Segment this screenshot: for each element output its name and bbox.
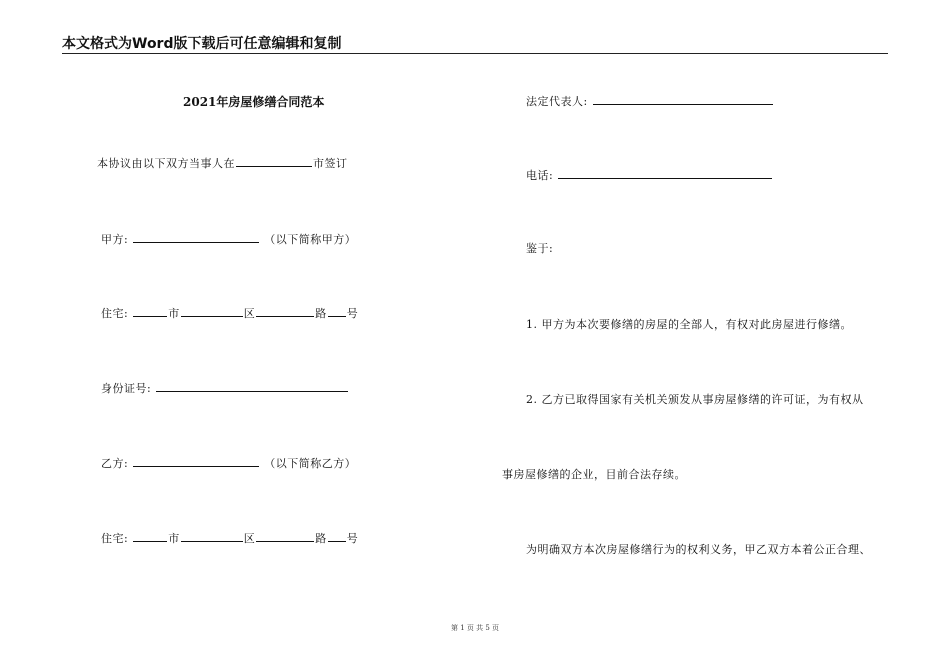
road-label: 路 [315, 532, 327, 545]
purpose-line: 为明确双方本次房屋修缮行为的权利义务，甲乙双方本着公正合理、 [526, 543, 871, 556]
number-label: 号 [346, 307, 359, 320]
residence-district-blank[interactable] [181, 530, 243, 542]
residence-number-blank[interactable] [328, 305, 346, 317]
residence-road-blank[interactable] [256, 530, 314, 542]
legal-rep-label: 法定代表人: [526, 95, 588, 108]
whereas-line: 鉴于: [526, 242, 554, 255]
header-divider [62, 53, 888, 54]
residence-line-b [101, 530, 358, 546]
page-footer: 第 1 页 共 5 页 [450, 624, 500, 632]
legal-rep-blank[interactable] [593, 93, 773, 105]
city-label: 市 [168, 307, 180, 320]
id-number-blank[interactable] [156, 380, 348, 392]
phone-line [526, 167, 773, 183]
residence-number-blank[interactable] [328, 530, 346, 542]
intro-prefix: 本协议由以下双方当事人在 [97, 157, 235, 170]
residence-line-a [101, 305, 358, 321]
id-label: 身份证号: [101, 382, 152, 395]
party-a-blank[interactable] [133, 231, 259, 243]
district-label: 区 [243, 307, 256, 320]
clause-1: 1. 甲方为本次要修缮的房屋的全部人，有权对此房屋进行修缮。 [526, 318, 852, 331]
intro-line [97, 155, 348, 171]
residence-city-blank[interactable] [133, 530, 167, 542]
district-label: 区 [243, 532, 256, 545]
clause-2-line-1: 2. 乙方已取得国家有关机关颁发从事房屋修缮的许可证，为有权从 [526, 393, 864, 406]
residence-label: 住宅: [101, 532, 129, 545]
road-label: 路 [315, 307, 327, 320]
legal-rep-line [526, 93, 774, 109]
clause-2-line-2: 事房屋修缮的企业，目前合法存续。 [502, 468, 686, 481]
intro-suffix: 市签订 [313, 157, 348, 170]
party-b-label: 乙方: [101, 457, 129, 470]
party-a-label: 甲方: [101, 233, 129, 246]
party-b-blank[interactable] [133, 455, 259, 467]
residence-road-blank[interactable] [256, 305, 314, 317]
residence-city-blank[interactable] [133, 305, 167, 317]
residence-label: 住宅: [101, 307, 129, 320]
phone-label: 电话: [526, 169, 554, 182]
document-title: 2021年房屋修缮合同范本 [183, 95, 325, 109]
document-header: 本文格式为Word版下载后可任意编辑和复制 [62, 36, 342, 52]
phone-blank[interactable] [558, 167, 772, 179]
city-label: 市 [168, 532, 180, 545]
signing-city-blank[interactable] [236, 155, 312, 167]
residence-district-blank[interactable] [181, 305, 243, 317]
party-a-line [101, 231, 356, 247]
party-a-note: （以下简称甲方） [264, 233, 357, 246]
party-b-note: （以下简称乙方） [264, 457, 357, 470]
id-number-line [101, 380, 349, 396]
party-b-line [101, 455, 356, 471]
number-label: 号 [346, 532, 359, 545]
